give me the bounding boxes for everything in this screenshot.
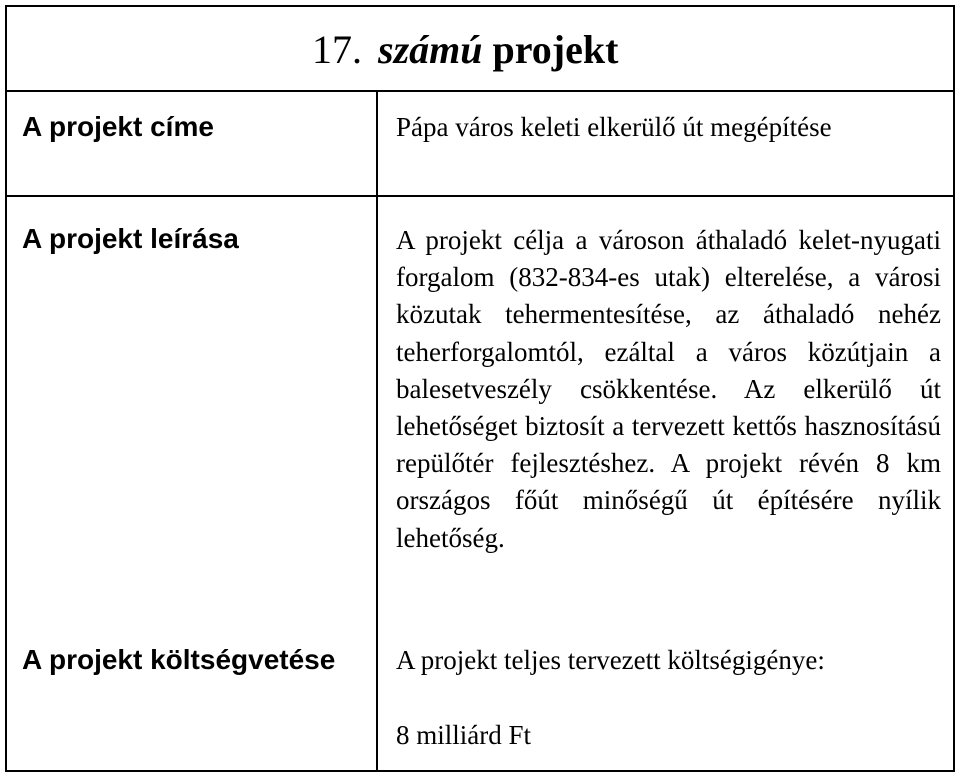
value-project-description: A projekt célja a városon áthaladó kelet-nyugati forgalom (832-834-es utak) elterelése, a városi közutak tehermentesítése, az áthaladó nehéz teherforgalomtól, ezáltal a város közútjain a balesetveszély csökkentése. Az elkerülő út lehetőséget biztosít a tervezett kettős hasznosítású repülőtér fejlesztéshez. A projekt révén 8 km országos főút minőségű út építésére nyílik lehetőség.: [396, 225, 941, 553]
label-project-description: A projekt leírása: [22, 223, 239, 254]
project-heading-word: projekt: [492, 27, 619, 72]
value-project-budget-line1: A projekt teljes tervezett költségigénye:: [396, 645, 825, 675]
project-heading: [312, 22, 955, 78]
table-divider: [5, 195, 955, 197]
label-project-budget: A projekt költségvetése: [22, 644, 336, 675]
value-project-title: Pápa város keleti elkerülő út megépítése: [396, 112, 832, 142]
table-divider: [5, 90, 955, 92]
project-number: 17.: [312, 27, 362, 72]
value-project-budget-amount: 8 milliárd Ft: [396, 720, 531, 750]
label-project-title: A projekt címe: [22, 111, 214, 142]
column-divider: [376, 90, 378, 772]
project-heading-italic: számú: [378, 27, 483, 72]
